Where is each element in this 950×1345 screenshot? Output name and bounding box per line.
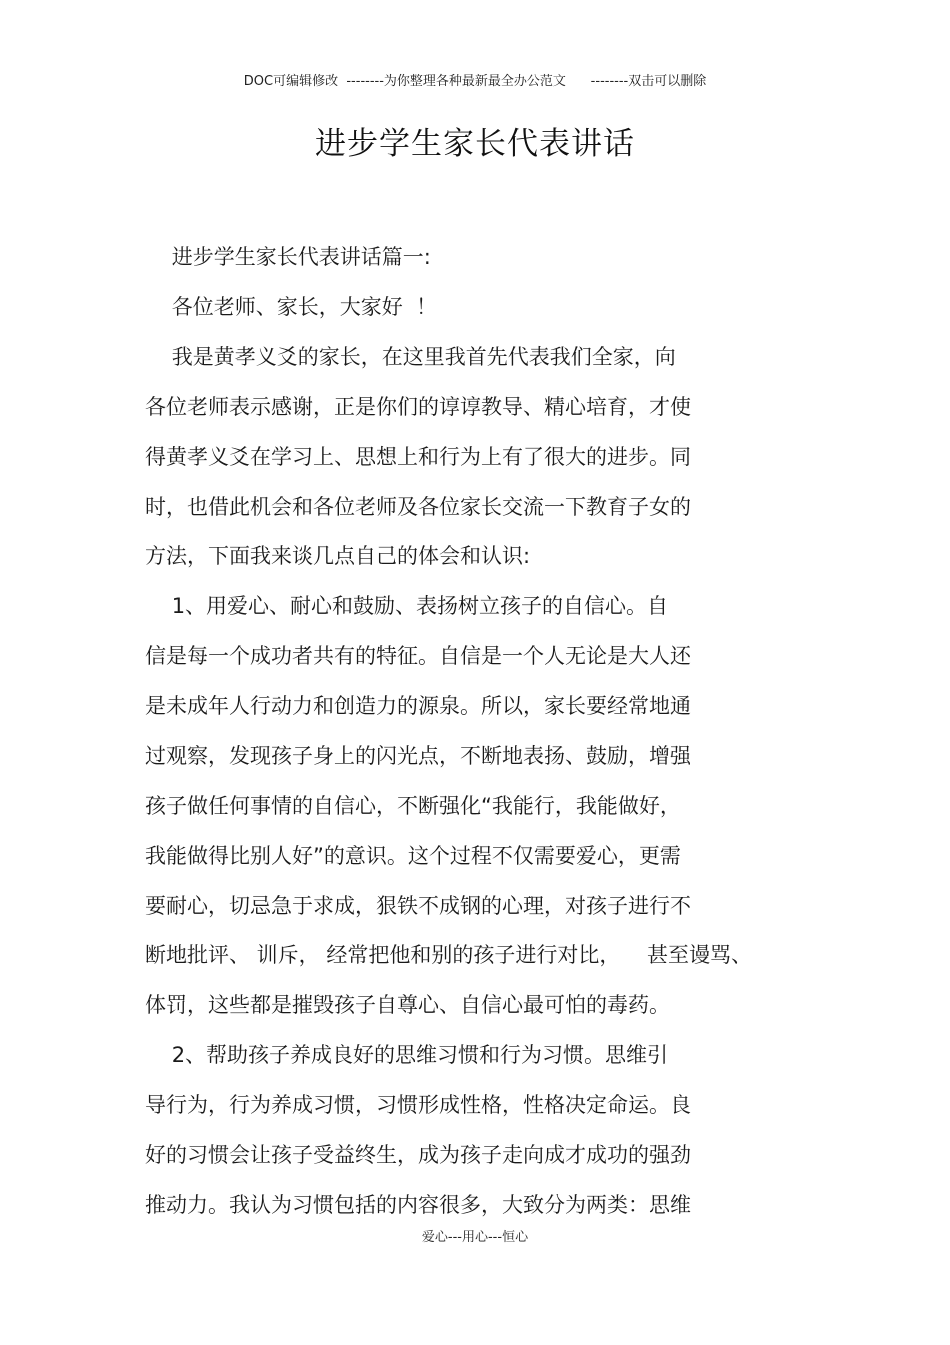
body-line: 孩子做任何事情的自信心，不断强化“我能行，我能做好， [145, 794, 681, 818]
document-header: DOC可编辑修改 --------为你整理各种最新最全办公范文 --------双击可以删除 [243, 74, 707, 89]
body-line: 体罚，这些都是摧毁孩子自尊心、自信心最可怕的毒药。 [145, 993, 670, 1017]
body-line: 方法，下面我来谈几点自己的体会和认识: [145, 544, 531, 568]
body-line: 信是每一个成功者共有的特征。自信是一个人无论是大人还 [145, 644, 691, 668]
body-line: 好的习惯会让孩子受益终生，成为孩子走向成才成功的强劲 [145, 1143, 691, 1167]
body-line: 2、帮助孩子养成良好的思维习惯和行为习惯。思维引 [145, 1043, 669, 1067]
body-line: 要耐心，切忌急于求成，狠铁不成钢的心理，对孩子进行不 [145, 894, 691, 918]
body-line: 时，也借此机会和各位老师及各位家长交流一下教育子女的 [145, 495, 691, 519]
body-line: 得黄孝义爻在学习上、思想上和行为上有了很大的进步。同 [145, 445, 691, 469]
body-line: 推动力。我认为习惯包括的内容很多，大致分为两类：思维 [145, 1193, 691, 1217]
body-line: 各位老师表示感谢，正是你们的谆谆教导、精心培育，才使 [145, 395, 691, 419]
document-title: 进步学生家长代表讲话 [315, 126, 635, 162]
body-line: 各位老师、家长，大家好 ！ [145, 295, 438, 319]
body-line: 导行为，行为养成习惯，习惯形成性格，性格决定命运。良 [145, 1093, 691, 1117]
body-line: 断地批评、 训斥， 经常把他和别的孩子进行对比， 甚至谩骂、 [145, 943, 753, 967]
body-line: 我是黄孝义爻的家长，在这里我首先代表我们全家，向 [145, 345, 676, 369]
body-line: 进步学生家长代表讲话篇一: [145, 245, 431, 269]
body-line: 过观察，发现孩子身上的闪光点，不断地表扬、鼓励，增强 [145, 744, 691, 768]
body-line: 我能做得比别人好”的意识。这个过程不仅需要爱心，更需 [145, 844, 681, 868]
body-line: 1、用爱心、耐心和鼓励、表扬树立孩子的自信心。自 [145, 594, 669, 618]
document-footer: 爱心---用心---恒心 [421, 1230, 529, 1245]
body-line: 是未成年人行动力和创造力的源泉。所以，家长要经常地通 [145, 694, 691, 718]
